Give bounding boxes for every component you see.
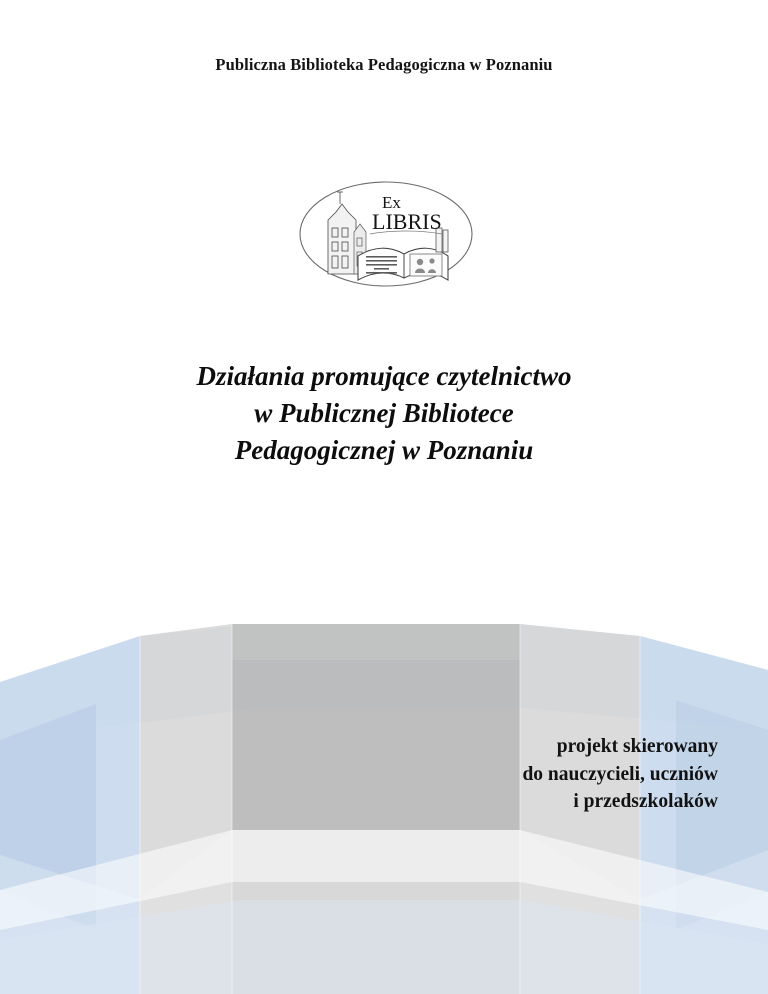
page-header-institution: Publiczna Biblioteka Pedagogiczna w Poznaniu <box>215 55 553 74</box>
page-title-line-2: w Publicznej Bibliotece <box>254 397 514 428</box>
page-title-line-3: Pedagogicznej w Poznaniu <box>234 434 534 465</box>
svg-text:LIBRIS: LIBRIS <box>372 209 442 234</box>
project-subtitle-line-3: i przedszkolaków <box>573 791 718 813</box>
project-subtitle-line-1: projekt skierowany <box>556 736 718 757</box>
project-subtitle <box>368 733 718 816</box>
ex-libris-emblem <box>296 172 476 302</box>
page-title-line-1: Działania promujące czytelnictwo <box>196 361 572 391</box>
svg-text:Ex: Ex <box>382 193 401 212</box>
page-title <box>84 358 684 469</box>
project-subtitle-line-2: do nauczycieli, uczniów <box>522 763 718 785</box>
